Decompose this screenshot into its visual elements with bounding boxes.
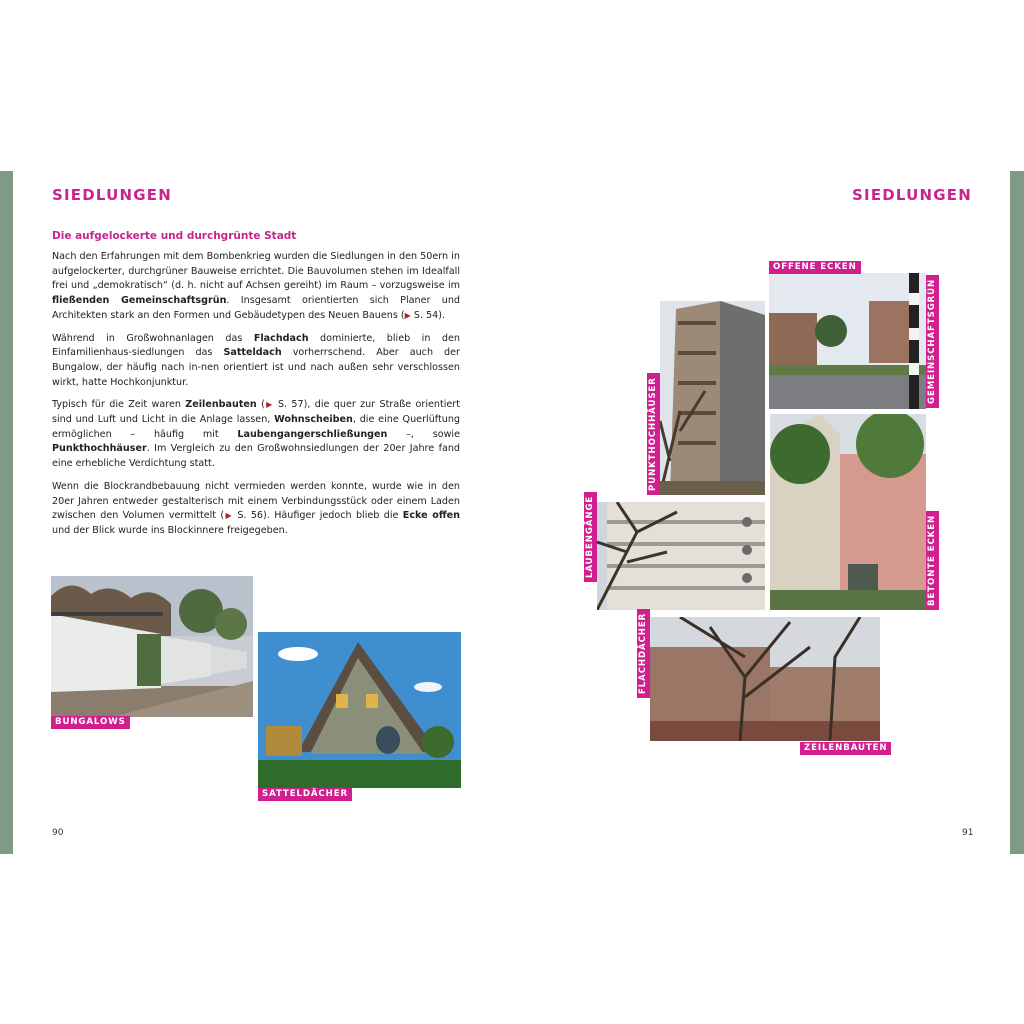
caption-bungalows: BUNGALOWS (51, 716, 130, 729)
caption-offene-ecken: OFFENE ECKEN (769, 261, 861, 274)
right-page-edge (1010, 171, 1024, 854)
zeilenbauten-photo (650, 617, 880, 741)
caption-zeilenbauten: ZEILENBAUTEN (800, 742, 891, 755)
body-text (52, 250, 460, 547)
satteldach-photo (258, 632, 461, 788)
caption-punkthochhaeuser: PUNKTHOCHHÄUSER (647, 373, 660, 495)
betonte-ecken-photo (770, 414, 926, 610)
arrow-right-icon: ▶ (264, 400, 274, 410)
punkthochhaeuser-photo (660, 301, 765, 495)
paragraph-2: Während in Großwohnanlagen das Flachdach dominierte, blieb in den Einfamilienhaus-siedlungen das Satteldach vorherrschend. Aber auch der Bungalow, der häufig nach in-nen orientiert ist und nach außen sehr verschlossen wirkt, hatte Hochkonjunktur. (52, 332, 460, 388)
paragraph-1: Nach den Erfahrungen mit dem Bombenkrieg wurden die Siedlungen in den 50ern in aufgelockerter, durchgrüner Bauweise errichtet. Die Bauvolumen stehen im Idealfall frei und „demokratisch“ (d. h. nicht auf Achsen gereiht) im Raum – vorzugsweise im fließenden Gemeinschaftsgrün. Insgesamt orientierten sich Planer und Architekten stark an den Formen und Gebäudetypen des Neuen Bauens (▶ S. 54). (52, 251, 460, 321)
left-page-edge (0, 171, 13, 854)
right-page-header: SIEDLUNGEN (852, 186, 972, 204)
section-subheading: Die aufgelockerte und durchgrünte Stadt (52, 230, 297, 242)
arrow-right-icon: ▶ (224, 511, 233, 521)
caption-satteldaecher: SATTELDÄCHER (258, 788, 352, 801)
caption-gemeinschaftsgruen: GEMEINSCHAFTSGRÜN (926, 275, 939, 408)
laubengaenge-photo (597, 502, 765, 610)
left-page-header: SIEDLUNGEN (52, 186, 172, 204)
caption-flachdaecher: FLACHDÄCHER (637, 609, 650, 698)
page-number-right: 91 (962, 828, 974, 838)
caption-laubengaenge: LAUBENGÄNGE (584, 492, 597, 582)
caption-betonte-ecken: BETONTE ECKEN (926, 511, 939, 610)
offene-ecken-photo (769, 273, 926, 409)
arrow-right-icon: ▶ (404, 310, 411, 320)
paragraph-3: Typisch für die Zeit waren Zeilenbauten (▶ S. 57), die quer zur Straße orientiert sind und Luft und Licht in die Anlage lassen, Wohnscheiben, die eine Querlüftung ermöglichen – häufig mit Laubengangerschließungen –, sowie Punkthochhäuser. Im Vergleich zu den Großwohnsiedlungen der 20er Jahre fand eine erhebliche Verdichtung statt. (52, 399, 460, 470)
paragraph-4: Wenn die Blockrandbebauung nicht vermieden werden konnte, wurde wie in den 20er Jahren entweder gestalterisch mit einem Verbindungsstück oder einem Laden zwischen den Volumen vermittelt (▶ S. 56). Häufiger jedoch blieb die Ecke offen und der Blick wurde ins Blockinnere freigegeben. (52, 480, 461, 536)
page-number-left: 90 (52, 828, 64, 838)
bungalows-photo (51, 576, 253, 717)
